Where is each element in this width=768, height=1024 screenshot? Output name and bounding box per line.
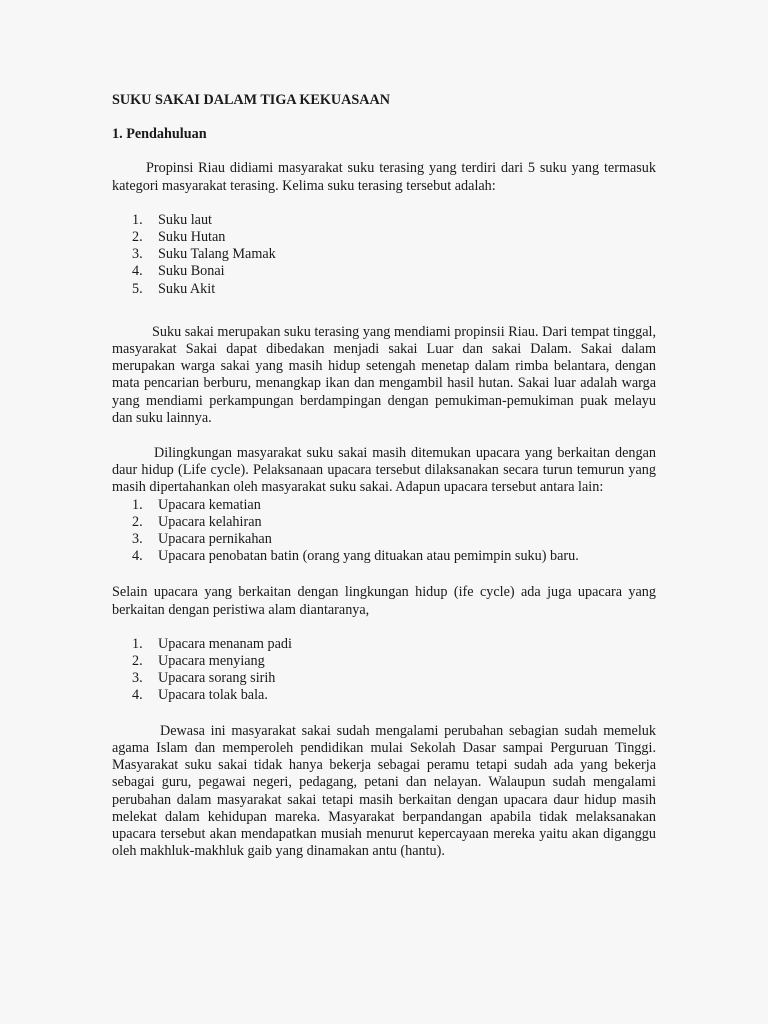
- paragraph-sakai: Suku sakai merupakan suku terasing yang mendiami propinsii Riau. Dari tempat tinggal, masyarakat Sakai dapat dibedakan menjadi sakai Luar dan sakai Dalam. Sakai dalam merupakan warga sakai yang masih hidup setengah menetap dalam rimba belantara, dengan mata pencarian berburu, menangkap ikan dan mengambil hasil hutan. Sakai luar adalah warga yang mendiami perkampungan berdampingan dengan pemukiman-pemukiman puak melayu dan suku lainnya.: [112, 323, 656, 426]
- paragraph-dewasa-ini: Dewasa ini masyarakat sakai sudah mengalami perubahan sebagian sudah memeluk agama Islam dan memperoleh pendidikan mulai Sekolah Dasar sampai Perguruan Tinggi. Masyarakat suku sakai tidak hanya bekerja sebagai peramu tetapi sudah ada yang bekerja sebagai guru, pegawai negeri, pedagang, petani dan nelayan. Walaupun sudah mengalami perubahan dalam masyarakat sakai tetapi masih berkaitan dengan upacara daur hidup masih melekat dalam kehidupan mareka. Masyarakat berpandangan apabila tidak melaksanakan upacara tersebut akan mendapatkan musiah menurut kepercayaan mereka yaitu akan diganggu oleh makhluk-makhluk gaib yang dinamakan antu (hantu).: [112, 722, 656, 860]
- list-upacara-daur-hidup: [112, 497, 656, 566]
- list-item: 3. Upacara sorang sirih: [132, 670, 276, 687]
- list-item: 2. Suku Hutan: [132, 229, 226, 246]
- document-title: SUKU SAKAI DALAM TIGA KEKUASAAN: [112, 92, 391, 108]
- list-upacara-alam: [112, 636, 656, 705]
- list-item: 1. Upacara menanam padi: [132, 635, 292, 652]
- paragraph-upacara: Dilingkungan masyarakat suku sakai masih ditemukan upacara yang berkaitan dengan daur hidup (Life cycle). Pelaksanaan upacara tersebut dilaksanakan secara turun temurun yang masih dipertahankan oleh masyarakat suku sakai. Adapun upacara tersebut antara lain:: [112, 445, 656, 496]
- paragraph-peristiwa-alam: Selain upacara yang berkaitan dengan lingkungan hidup (ife cycle) ada juga upacara yang berkaitan dengan peristiwa alam diantaranya,: [112, 584, 656, 618]
- list-item: 2. Upacara menyiang: [132, 653, 265, 670]
- paragraph-intro: Propinsi Riau didiami masyarakat suku terasing yang terdiri dari 5 suku yang termasuk kategori masyarakat terasing. Kelima suku terasing tersebut adalah:: [112, 160, 656, 194]
- section-heading: 1. Pendahuluan: [112, 126, 207, 143]
- list-item: 4. Suku Bonai: [132, 263, 225, 280]
- list-item: 2. Upacara kelahiran: [132, 513, 262, 530]
- list-item: 4. Upacara tolak bala.: [132, 687, 268, 704]
- list-item: 1. Suku laut: [132, 211, 212, 228]
- list-item: 3. Upacara pernikahan: [132, 531, 272, 548]
- document-content: [112, 92, 656, 860]
- list-item: 3. Suku Talang Mamak: [132, 246, 276, 263]
- list-suku: [112, 212, 656, 298]
- list-item: 1. Upacara kematian: [132, 496, 261, 513]
- list-item: 4. Upacara penobatan batin (orang yang dituakan atau pemimpin suku) baru.: [132, 548, 579, 565]
- list-item: 5. Suku Akit: [132, 280, 216, 297]
